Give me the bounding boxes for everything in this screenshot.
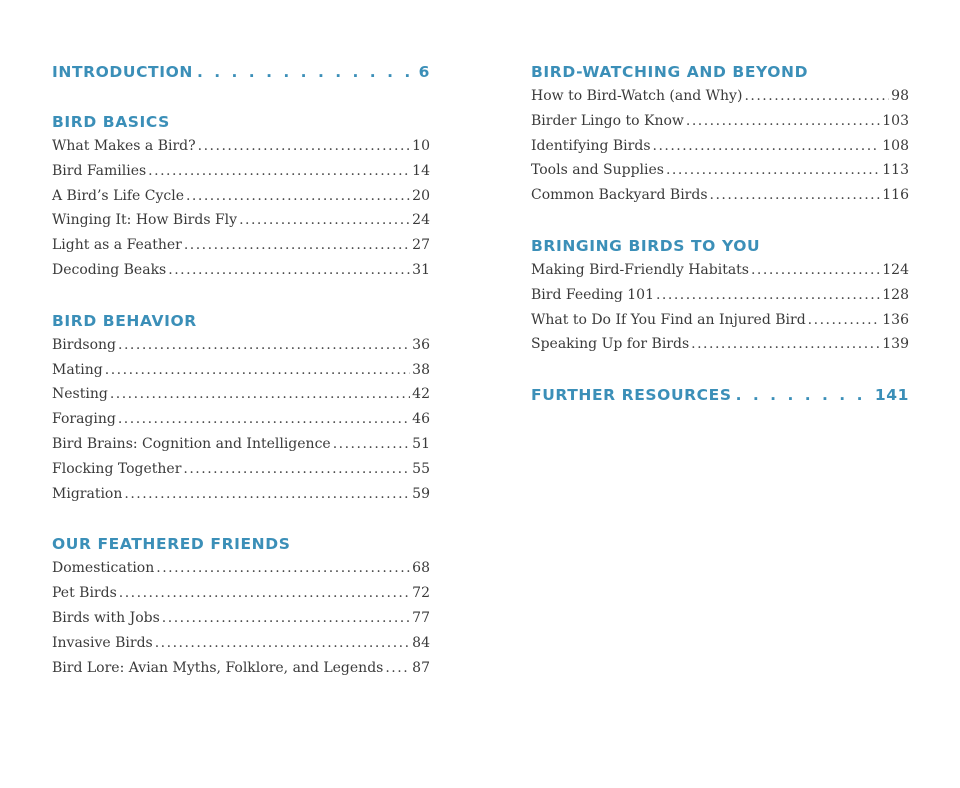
toc-entry[interactable] xyxy=(531,109,909,134)
page-number: 51 xyxy=(412,435,430,452)
page-number: 31 xyxy=(412,261,430,278)
page-number: 84 xyxy=(412,634,430,651)
toc-entry[interactable] xyxy=(52,482,430,507)
dot-leader xyxy=(148,159,410,184)
page-number: 124 xyxy=(882,261,909,278)
page-number: 36 xyxy=(412,336,430,353)
toc-section-bird-basics xyxy=(52,110,430,283)
entry-title: Nesting xyxy=(52,386,108,403)
page-number: 6 xyxy=(418,63,430,81)
entry-title: Invasive Birds xyxy=(52,634,153,651)
page-number: 27 xyxy=(412,237,430,254)
page-number: 116 xyxy=(882,187,909,204)
dot-leader xyxy=(333,432,410,457)
page-number: 24 xyxy=(412,212,430,229)
section-heading: BIRD-WATCHING AND BEYOND xyxy=(531,63,809,81)
page-number: 59 xyxy=(412,485,430,502)
toc-entry[interactable] xyxy=(52,208,430,233)
section-heading: BIRD BEHAVIOR xyxy=(52,311,197,330)
dot-leader xyxy=(656,283,880,308)
toc-entry[interactable] xyxy=(52,134,430,159)
toc-entry[interactable] xyxy=(52,407,430,432)
toc-entry[interactable] xyxy=(52,606,430,631)
toc-entry[interactable] xyxy=(52,556,430,581)
entry-title: What Makes a Bird? xyxy=(52,138,196,154)
toc-entry[interactable] xyxy=(52,184,430,209)
toc-entry[interactable] xyxy=(52,457,430,482)
entry-title: Pet Birds xyxy=(52,585,117,602)
toc-entry[interactable] xyxy=(531,183,909,208)
page-number: 141 xyxy=(874,386,909,405)
entry-title: Birds with Jobs xyxy=(52,609,160,626)
toc-entry[interactable] xyxy=(52,581,430,606)
page-number: 77 xyxy=(412,609,430,626)
dot-leader xyxy=(183,457,410,482)
toc-entry[interactable] xyxy=(52,159,430,184)
toc-entry[interactable] xyxy=(531,283,909,308)
section-title: FURTHER RESOURCES xyxy=(531,386,732,405)
dot-leader xyxy=(184,233,410,258)
entry-title: Foraging xyxy=(52,411,116,428)
entry-title: Bird Families xyxy=(52,162,147,179)
page-number: 55 xyxy=(412,460,430,477)
entry-title: Common Backyard Birds xyxy=(531,187,708,204)
toc-section-introduction xyxy=(52,60,430,84)
dot-leader xyxy=(710,183,881,208)
dot-leader xyxy=(198,134,411,159)
entry-title: Bird Feeding 101 xyxy=(531,286,654,303)
page-number: 46 xyxy=(412,411,430,428)
section-heading: OUR FEATHERED FRIENDS xyxy=(52,535,291,554)
entry-title: Bird Brains: Cognition and Intelligence xyxy=(52,435,331,452)
toc-entry[interactable] xyxy=(52,233,430,258)
entry-title: A Bird’s Life Cycle xyxy=(52,187,184,204)
toc-left-column xyxy=(52,60,430,706)
page-number: 139 xyxy=(882,336,909,353)
page-number: 98 xyxy=(891,88,909,104)
entry-title: Speaking Up for Birds xyxy=(531,336,690,353)
page-number: 14 xyxy=(412,162,430,179)
toc-entry[interactable] xyxy=(531,158,909,183)
entry-title: Identifying Birds xyxy=(531,137,651,154)
dot-leader xyxy=(736,383,871,407)
entry-title: What to Do If You Find an Injured Bird xyxy=(531,311,806,328)
dot-leader xyxy=(653,134,881,159)
dot-leader xyxy=(744,84,889,109)
dot-leader xyxy=(751,258,880,283)
entry-title: Light as a Feather xyxy=(52,237,182,254)
toc-section-bird-watching-and-beyond xyxy=(531,60,909,208)
dot-leader xyxy=(186,184,410,209)
toc-entry[interactable] xyxy=(52,432,430,457)
entry-title: Flocking Together xyxy=(52,460,182,477)
section-heading: BIRD BASICS xyxy=(52,113,170,131)
dot-leader xyxy=(119,581,410,606)
toc-section-bringing-birds-to-you xyxy=(531,234,909,357)
dot-leader xyxy=(118,407,410,432)
toc-entry[interactable] xyxy=(531,134,909,159)
entry-title: Tools and Supplies xyxy=(531,162,664,179)
entry-title: Bird Lore: Avian Myths, Folklore, and Legends xyxy=(52,659,384,676)
entry-title: Birdsong xyxy=(52,336,117,353)
toc-section-our-feathered-friends xyxy=(52,532,430,680)
toc-right-column xyxy=(531,60,909,433)
section-heading: BRINGING BIRDS TO YOU xyxy=(531,236,761,255)
toc-entry[interactable] xyxy=(52,258,430,283)
section-title: INTRODUCTION xyxy=(52,63,193,81)
toc-entry[interactable] xyxy=(52,382,430,407)
toc-section-bird-behavior xyxy=(52,309,430,507)
dot-leader xyxy=(691,332,880,357)
page-number: 108 xyxy=(882,137,909,154)
dot-leader xyxy=(686,109,880,134)
toc-entry[interactable] xyxy=(52,656,430,681)
page-number: 113 xyxy=(882,162,909,179)
page-number: 128 xyxy=(882,286,909,303)
dot-leader xyxy=(156,556,410,581)
page-number: 72 xyxy=(412,585,430,602)
entry-title: Mating xyxy=(52,361,103,378)
page-number: 136 xyxy=(882,311,909,328)
toc-section-further-resources xyxy=(531,383,909,407)
page-number: 42 xyxy=(412,386,430,403)
entry-title: Decoding Beaks xyxy=(52,261,167,278)
page-number: 10 xyxy=(412,138,430,154)
entry-title: Making Bird-Friendly Habitats xyxy=(531,261,749,278)
entry-title: Birder Lingo to Know xyxy=(531,112,684,129)
dot-leader xyxy=(666,158,880,183)
toc-entry[interactable] xyxy=(531,258,909,283)
dot-leader xyxy=(124,482,410,507)
page-number: 103 xyxy=(882,112,909,129)
dot-leader xyxy=(168,258,410,283)
entry-title: How to Bird-Watch (and Why) xyxy=(531,88,743,104)
entry-title: Domestication xyxy=(52,560,155,577)
dot-leader xyxy=(118,333,410,358)
toc-entry[interactable] xyxy=(531,332,909,357)
page-number: 38 xyxy=(412,361,430,378)
toc-entry[interactable] xyxy=(52,631,430,656)
dot-leader xyxy=(105,358,410,383)
dot-leader xyxy=(197,60,415,84)
toc-entry[interactable] xyxy=(52,333,430,358)
page-number: 87 xyxy=(412,659,430,676)
toc-entry[interactable] xyxy=(531,308,909,333)
dot-leader xyxy=(162,606,410,631)
dot-leader xyxy=(239,208,410,233)
dot-leader xyxy=(155,631,410,656)
toc-entry[interactable] xyxy=(531,84,909,109)
toc-heading-introduction[interactable] xyxy=(52,60,430,84)
dot-leader xyxy=(110,382,410,407)
entry-title: Migration xyxy=(52,485,123,502)
page-number: 20 xyxy=(412,187,430,204)
entry-title: Winging It: How Birds Fly xyxy=(52,212,238,229)
page-number: 68 xyxy=(412,560,430,577)
dot-leader xyxy=(808,308,881,333)
dot-leader xyxy=(385,656,410,681)
toc-heading-further-resources[interactable] xyxy=(531,383,909,407)
toc-entry[interactable] xyxy=(52,358,430,383)
